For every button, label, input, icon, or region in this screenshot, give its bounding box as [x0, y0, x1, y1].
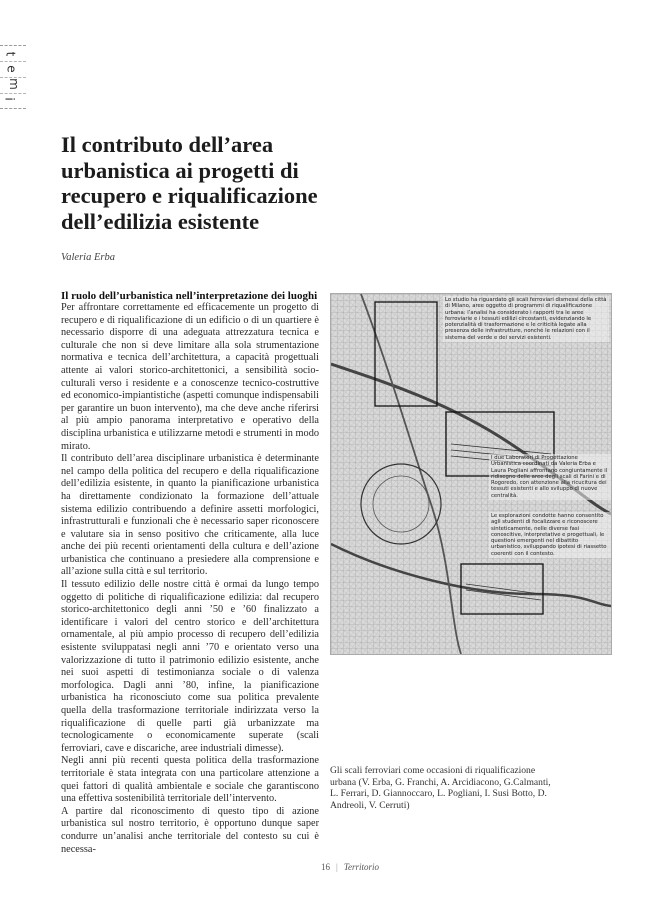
section-letter: i: [2, 97, 17, 101]
page-number: 16: [321, 862, 330, 872]
map-annotation: Lo studio ha riguardato gli scali ferroviari dismessi della città di Milano, aree oggetto di programmi di riqualificazione urbana: l’analisi ha considerato i rapporti tra le aree ferroviarie e i tessuti edilizi circostanti, evidenziando le potenzialità di trasformazione e le criticità legate alla presenza delle infrastrutture, nonché le relazioni con il sistema del verde e dei servizi esistenti.: [443, 296, 609, 342]
section-letter: e: [4, 65, 19, 73]
map-annotation: I due Laboratori di Progettazione Urbanistica coordinati da Valeria Erba e Laura Pogliani affrontano congiuntamente il ridisegno delle aree degli scali di Farini e di Rogoredo, con attenzione alla ricucitura dei tessuti esistenti e allo sviluppo di nuove centralità.: [489, 454, 611, 500]
body-paragraph: Per affrontare correttamente ed efficacemente un progetto di recupero e di riqualificazione di un edificio o di un quartiere è necessario disporre di una adeguata attrezzatura tecnica e culturale che non si deve limitare alla sola strumentazione normativa e tecnica dell’architettura, a capacità progettuali attente ai valori storico-architettonici, a sensibilità socio-culturali verso i residente e a conoscenze tecnico-costruttive ed economico-impiantistiche (aspetti comunque indispensabili per garantire un buon intervento), ma che deve anche riferirsi al più ampio panorama interpretativo e operativo della disciplina urbanistica e utilizzarne metodi e strumenti in modo mirato.: [61, 302, 319, 452]
magazine-name: Territorio: [343, 862, 379, 872]
page-footer: 16 | Territorio: [321, 862, 379, 872]
body-paragraph: Il tessuto edilizio delle nostre città è ormai da lungo tempo oggetto di politiche di riqualificazione edilizia: dal recupero storico-architettonico degli anni ’50 e ’60 finalizzato a identificare i valori del centro storico e dell’architettura ornamentale, al più ampio processo di recupero dell’edilizia esistente sviluppatasi negli anni ’70 e orientato verso una valorizzazione di tutto il patrimonio edilizio esistente, anche nei suoi aspetti di testimonianza sociale o di valenza morfologica. Dagli anni ’80, infine, la pianificazione urbanistica ha riconosciuto come sua politica prevalente quella della trasformazione territoriale indirizzata verso la riqualificazione di quelle parti già urbanizzate ma tecnologicamente o economicamente superate (scali ferroviari, cave e discariche, aree industriali dimesse).: [61, 579, 319, 754]
body-column: [61, 290, 319, 856]
section-tab: [0, 45, 26, 109]
section-subheading: Il ruolo dell’urbanistica nell’interpretazione dei luoghi: [61, 290, 318, 302]
author-name: Valeria Erba: [61, 252, 115, 263]
map-annotation: Le esplorazioni condotte hanno consentito agli studenti di focalizzare e riconoscere sinteticamente, nelle diverse fasi conoscitive, interpretative e progettuali, le questioni emergenti nel dibattito urbanistico, sviluppando ipotesi di riassetto coerenti con il contesto.: [489, 512, 611, 558]
body-paragraph: A partire dal riconoscimento di questo tipo di azione urbanistica sul nostro territorio, è opportuno dunque saper condurre un’analisi anche territoriale del contesto su cui è necessa-: [61, 805, 319, 855]
map-figure: [330, 293, 612, 655]
figure-caption: Gli scali ferroviari come occasioni di riqualificazione urbana (V. Erba, G. Franchi, A. Arcidiacono, G.Calmanti, L. Ferrari, D. Giannoccaro, L. Pogliani, I. Susi Botto, D. Andreoli, V. Cerruti): [330, 765, 551, 811]
article-title: Il contributo dell’area urbanistica ai progetti di recupero e riqualificazione dell’edilizia esistente: [61, 132, 318, 234]
body-paragraph: Il contributo dell’area disciplinare urbanistica è determinante nel campo della politica del recupero e della riqualificazione dell’edilizia esistente, in quanto la pianificazione urbanistica ha direttamente condizionato la formazione dell’attuale sistema edilizio contribuendo a definire assetti morfologici, infrastrutturali e funzionali che è necessario saper riconoscere e valutare sia in senso positivo che criticamente, alla luce anche dei più recenti orientamenti della cultura e dell’azione urbanistica che continuano a presiedere alla comprensione e all’azione sulla città e sul territorio.: [61, 453, 319, 578]
section-letter: t: [3, 51, 18, 57]
body-paragraph: Negli anni più recenti questa politica della trasformazione territoriale è stata integrata con una particolare attenzione a quei fattori di qualità ambientale e sociale che garantiscono una effettiva sostenibilità territoriale dell’intervento.: [61, 755, 319, 805]
section-letter: m: [6, 78, 21, 90]
